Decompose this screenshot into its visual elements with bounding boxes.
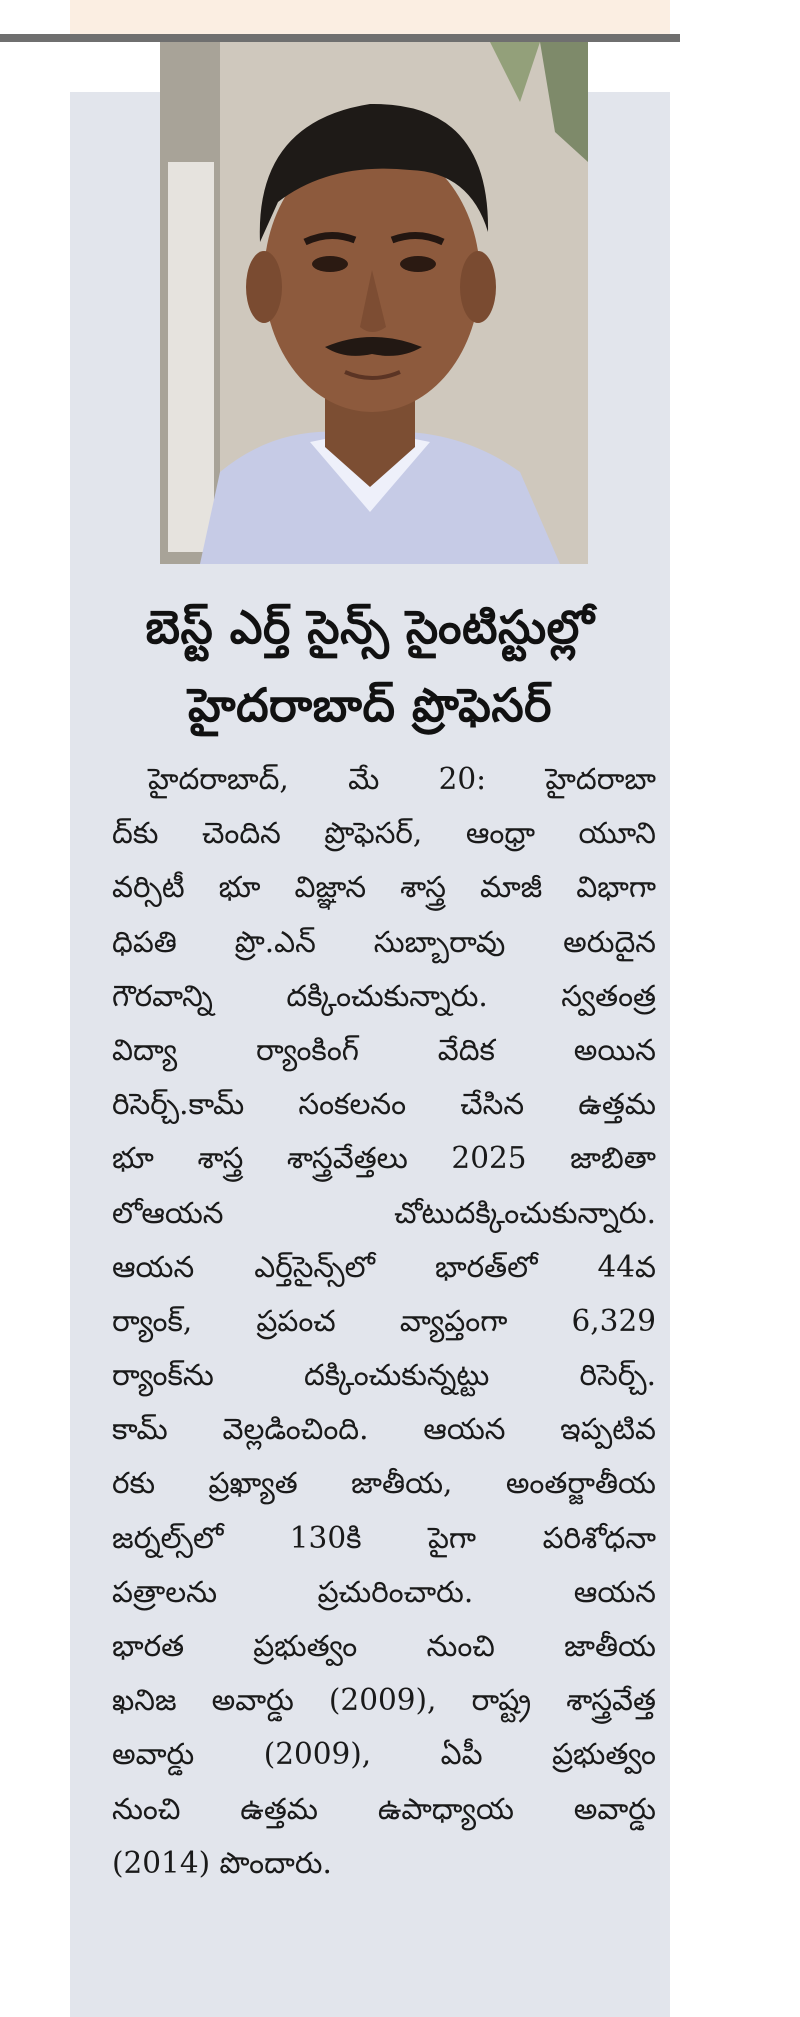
body-line: ర్యాంక్, ప్రపంచ వ్యాప్తంగా 6,329 [112,1303,656,1338]
body-line: (2014) పొందారు. [112,1845,332,1880]
body-line: ఖనిజ అవార్డు (2009), రాష్ట్ర శాస్త్రవేత్త [112,1683,656,1718]
body-line: విద్యా ర్యాంకింగ్ వేదిక అయిన [112,1032,656,1067]
headline-line-2: హైదరాబాద్ ప్రొఫెసర్ [188,678,552,732]
body-line: భూ శాస్త్ర శాస్త్రవేత్తలు 2025 జాబితా [112,1141,656,1176]
body-line: నుంచి ఉత్తమ ఉపాధ్యాయ అవార్డు [112,1791,656,1826]
body-line: ధిపతి ప్రొ.ఎన్ సుబ్బారావు అరుదైన [112,924,656,959]
headline-line-1: బెస్ట్ ఎర్త్ సైన్స్ సైంటిస్టుల్లో [145,600,595,654]
professor-photo [160,42,588,564]
body-line: గౌరవాన్ని దక్కించుకున్నారు. స్వతంత్ర [112,978,656,1013]
body-line: ద్‌కు చెందిన ప్రొఫెసర్, ఆంధ్రా యూని [112,816,656,851]
body-line: భారత ప్రభుత్వం నుంచి జాతీయ [112,1629,656,1663]
article-body [112,752,656,1890]
body-line: లోఆయన చోటుదక్కించుకున్నారు. [112,1195,656,1230]
body-line: వర్సిటీ భూ విజ్ఞాన శాస్త్ర మాజీ విభాగా [112,870,656,905]
top-strip [70,0,670,36]
body-line: అవార్డు (2009), ఏపీ ప్రభుత్వం [112,1737,656,1772]
headline [70,588,670,744]
body-line: జర్నల్స్‌లో 130కి పైగా పరిశోధనా [112,1520,656,1555]
top-rule [0,34,680,42]
body-line: ర్యాంక్‌ను దక్కించుకున్నట్టు రిసెర్చ్. [112,1358,656,1393]
body-line: పత్రాలను ప్రచురించారు. ఆయన [112,1574,656,1609]
body-line: ఆయన ఎర్త్‌సైన్స్‌లో భారత్‌లో 44వ [112,1249,656,1284]
body-line: కామ్ వెల్లడించింది. ఆయన ఇప్పటివ [112,1412,656,1447]
body-line: హైదరాబాద్, మే 20: హైదరాబా [148,762,656,796]
body-line: రకు ప్రఖ్యాత జాతీయ, అంతర్జాతీయ [112,1466,656,1501]
body-line: రిసెర్చ్.కామ్ సంకలనం చేసిన ఉత్తమ [112,1087,656,1122]
